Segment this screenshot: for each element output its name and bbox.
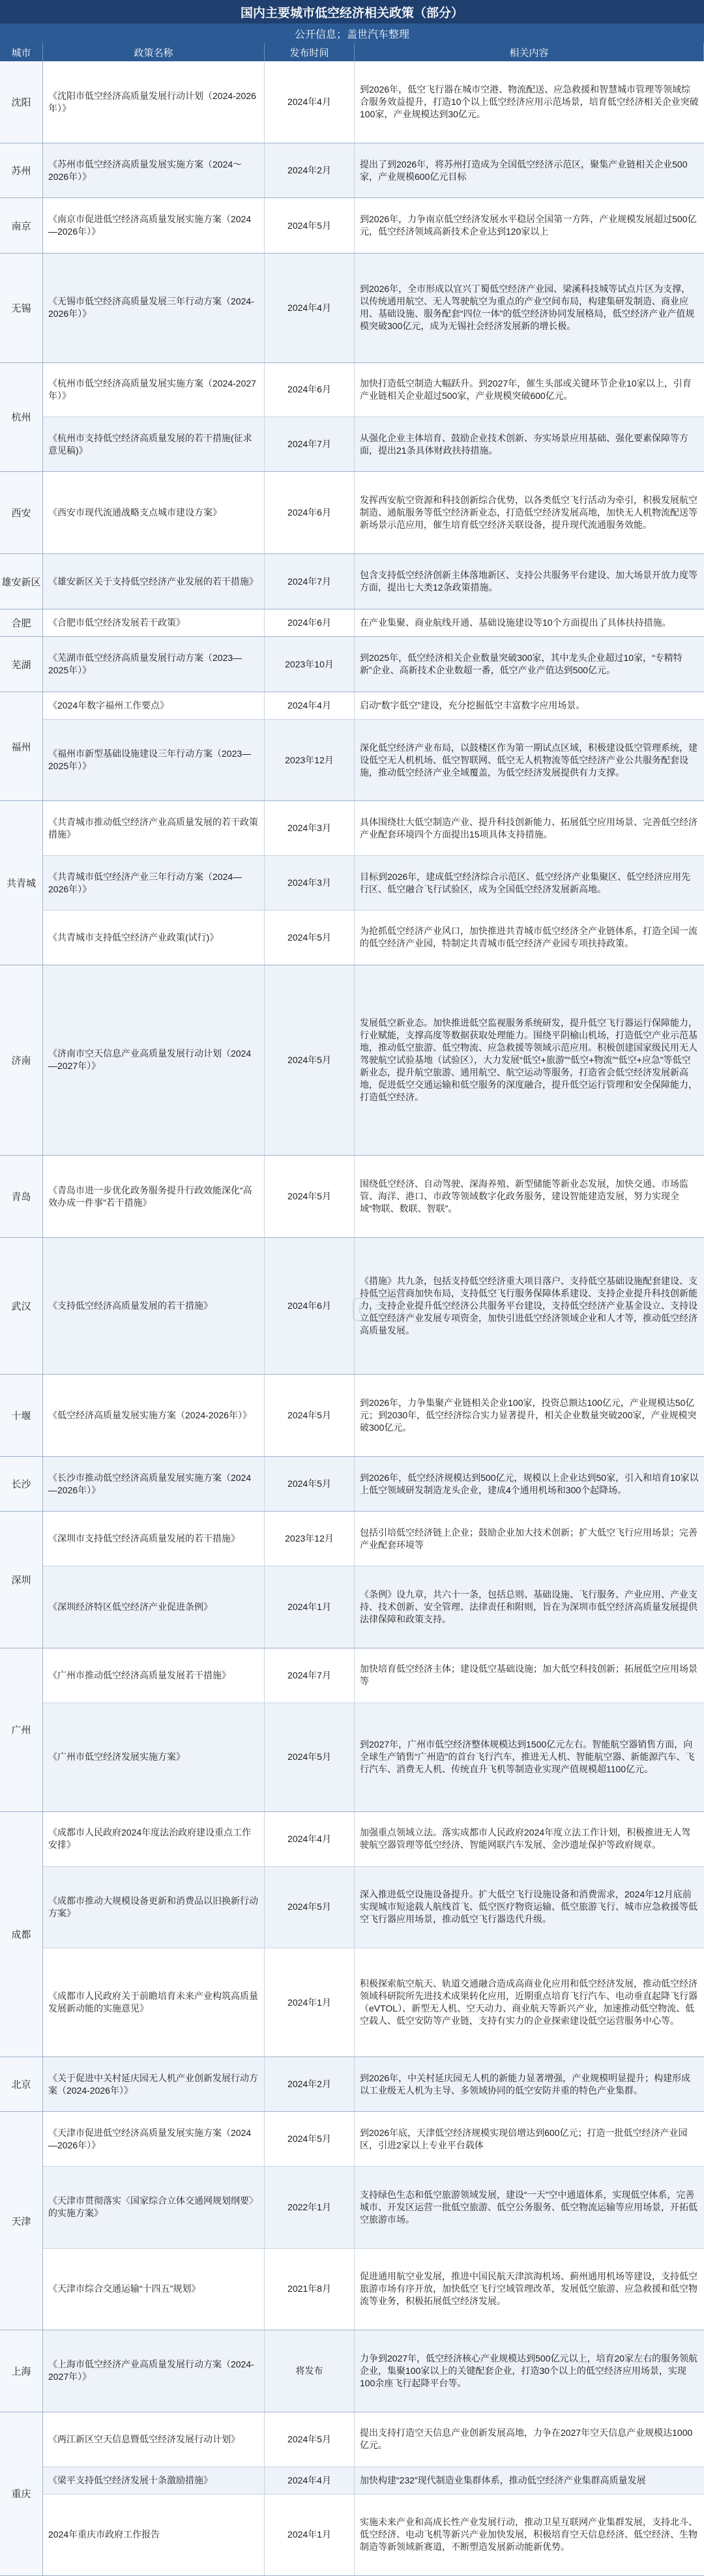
content-cell: 目标到2026年，建成低空经济综合示范区、低空经济产业集聚区、低空经济应用先行区、低空融合飞行试验区，成为全国低空经济发展新高地。 xyxy=(360,871,691,894)
table-row xyxy=(43,2112,704,2167)
city-group xyxy=(0,1238,704,1374)
city-group xyxy=(0,1812,704,2057)
date-cell: 2024年5月 xyxy=(265,965,355,1156)
table-row xyxy=(43,254,704,362)
table-row xyxy=(43,472,704,553)
city-name: 西安 xyxy=(0,472,43,553)
content-cell: 提出支持打造空天信息产业创新发展高地，力争在2027年空天信息产业规模达1000亿元。 xyxy=(360,2427,693,2451)
table-row xyxy=(43,2330,704,2412)
city-group xyxy=(0,801,704,965)
city-name: 长沙 xyxy=(0,1457,43,1511)
policy-name-cell: 《深圳市支持低空经济高质量发展的若干措施》 xyxy=(43,1512,265,1566)
city-rows xyxy=(43,143,704,198)
city-name: 重庆 xyxy=(0,2412,43,2575)
date-cell: 2024年3月 xyxy=(265,856,355,910)
date-cell: 2024年5月 xyxy=(265,2112,355,2166)
table-row xyxy=(43,1375,704,1456)
policy-name-cell: 《无锡市低空经济高质量发展三年行动方案（2024-2026年）》 xyxy=(43,254,265,362)
city-group xyxy=(0,143,704,198)
city-rows xyxy=(43,1457,704,1511)
city-rows xyxy=(43,965,704,1156)
policy-name-cell: 《2024年数字福州工作要点》 xyxy=(43,692,265,719)
date-cell: 2024年4月 xyxy=(265,254,355,362)
date-cell: 2024年6月 xyxy=(265,363,355,417)
table-row xyxy=(43,2167,704,2248)
city-rows xyxy=(43,1648,704,1811)
policy-name-cell: 《两江新区空天信息暨低空经济发展行动计划》 xyxy=(43,2412,265,2466)
date-cell: 将发布 xyxy=(265,2330,355,2412)
date-cell: 2024年5月 xyxy=(265,1457,355,1511)
city-group xyxy=(0,2057,704,2112)
city-group xyxy=(0,472,704,554)
policy-name-cell: 《共青城市低空经济产业三年行动方案（2024—2026年）》 xyxy=(43,856,265,910)
content-cell: 包括引培低空经济链上企业；鼓励企业加大技术创新；扩大低空飞行应用场景；完善产业配套环境等 xyxy=(360,1527,697,1550)
date-cell: 2024年5月 xyxy=(265,2412,355,2466)
city-rows xyxy=(43,363,704,472)
table-body xyxy=(0,61,704,2576)
table-row xyxy=(43,1703,704,1811)
city-group xyxy=(0,2412,704,2576)
city-rows xyxy=(43,801,704,964)
content-cell: 为抢抓低空经济产业风口，加快推进共青城市低空经济全产业链体系，打造全国一流的低空经济产业园，特制定共青城市低空经济产业园专项扶持政策。 xyxy=(360,926,697,949)
content-cell: 到2026年，全市形成以宜兴丁蜀低空经济产业园、梁溪科技城等试点片区为支撑，以传统通用航空、无人驾驶航空为重点的产业空间布局，构建集研发制造、商业应用、基础设施、服务配套“四位一体”的低空经济协同发展格局，低空经济产业产值规模突破300亿元，成为无锡社会经济发展新的增长极。 xyxy=(360,284,695,332)
content-cell: 到2026年，力争南京低空经济发展水平稳居全国第一方阵，产业规模发展超过500亿元，低空经济领域高新技术企业达到120家以上 xyxy=(360,214,697,237)
date-cell: 2024年5月 xyxy=(265,1703,355,1811)
content-cell: 深入推进低空设施设备提升。扩大低空飞行设施设备和消费需求，2024年12月底前实现城市短途载人航线首飞、低空医疗物资运输、低空旅游飞行、城市应急救援等低空飞行器应用场景，推动低空飞行器迭代升级。 xyxy=(360,1889,697,1925)
city-group xyxy=(0,61,704,143)
policy-name-cell: 《西安市现代流通战略支点城市建设方案》 xyxy=(43,472,265,553)
city-name: 杭州 xyxy=(0,363,43,472)
date-cell: 2024年4月 xyxy=(265,692,355,719)
city-rows xyxy=(43,1812,704,2056)
policy-name-cell: 《支持低空经济高质量发展的若干措施》 xyxy=(43,1238,265,1373)
table-row xyxy=(43,2249,704,2330)
city-name: 无锡 xyxy=(0,254,43,362)
date-cell: 2024年1月 xyxy=(265,2495,355,2575)
table-row xyxy=(43,2495,704,2575)
city-name: 共青城 xyxy=(0,801,43,964)
city-rows xyxy=(43,2412,704,2575)
content-cell: 到2027年，广州市低空经济整体规模达到1500亿元左右。智能航空器销售方面，向全球生产销售“广州造”的首台飞行汽车，推进无人机、智能航空器、新能源汽车、飞行汽车、消费无人机、传统直升飞机等制造业实现产值规模超1100亿元。 xyxy=(360,1739,695,1775)
table-row xyxy=(43,801,704,856)
date-cell: 2024年6月 xyxy=(265,472,355,553)
city-group xyxy=(0,637,704,692)
column-header-policy: 政策名称 xyxy=(43,43,265,61)
city-name: 天津 xyxy=(0,2112,43,2329)
city-group xyxy=(0,254,704,363)
city-rows xyxy=(43,198,704,252)
table-row xyxy=(43,856,704,911)
policy-name-cell: 《杭州市低空经济高质量发展实施方案（2024-2027年）》 xyxy=(43,363,265,417)
date-cell: 2024年1月 xyxy=(265,1948,355,2056)
table-row xyxy=(43,692,704,720)
city-rows xyxy=(43,2057,704,2111)
date-cell: 2024年7月 xyxy=(265,417,355,471)
date-cell: 2023年12月 xyxy=(265,720,355,800)
policy-name-cell: 2024年重庆市政府工作报告 xyxy=(43,2495,265,2575)
table-row xyxy=(43,965,704,1156)
policy-name-cell: 《共青城市推动低空经济产业高质量发展的若干政策措施》 xyxy=(43,801,265,855)
table-row xyxy=(43,1648,704,1703)
city-rows xyxy=(43,1512,704,1647)
date-cell: 2024年7月 xyxy=(265,1648,355,1703)
date-cell: 2024年4月 xyxy=(265,61,355,143)
city-group xyxy=(0,2112,704,2330)
date-cell: 2024年5月 xyxy=(265,1156,355,1237)
city-group xyxy=(0,554,704,609)
content-cell: 启动“数字低空”建设，充分挖掘低空丰富数字应用场景。 xyxy=(360,699,585,710)
table-row xyxy=(43,198,704,252)
city-rows xyxy=(43,2330,704,2412)
table-header xyxy=(0,43,704,61)
city-name: 十堰 xyxy=(0,1375,43,1456)
city-group xyxy=(0,1375,704,1457)
city-rows xyxy=(43,2112,704,2329)
content-cell: 具体围绕壮大低空制造产业、提升科技创新能力、拓展低空应用场景、完善低空经济产业配套环境四个方面提出15项具体支持措施。 xyxy=(360,816,697,840)
city-rows xyxy=(43,609,704,637)
table-row xyxy=(43,2057,704,2111)
policy-name-cell: 《天津市综合交通运输“十四五”规划》 xyxy=(43,2249,265,2330)
content-cell: 到2026年，力争集聚产业链相关企业100家，投资总额达100亿元，产业规模达50亿元；到2030年，低空经济综合实力显著提升，相关企业数量突破200家，产业规模突破300亿元。 xyxy=(360,1397,697,1433)
column-header-content: 相关内容 xyxy=(355,43,704,61)
city-group xyxy=(0,363,704,473)
city-rows xyxy=(43,692,704,801)
policy-name-cell: 《广州市推动低空经济高质量发展若干措施》 xyxy=(43,1648,265,1703)
city-name: 北京 xyxy=(0,2057,43,2111)
policy-table xyxy=(0,43,704,2576)
date-cell: 2024年2月 xyxy=(265,143,355,198)
page-subtitle: 公开信息；盖世汽车整理 xyxy=(0,23,704,43)
city-rows xyxy=(43,61,704,143)
date-cell: 2024年2月 xyxy=(265,2057,355,2111)
city-name: 苏州 xyxy=(0,143,43,198)
city-name: 武汉 xyxy=(0,1238,43,1373)
content-cell: 加快构建“232”现代制造业集群体系，推动低空经济产业集群高质量发展 xyxy=(360,2474,646,2485)
table-row xyxy=(43,1566,704,1647)
city-rows xyxy=(43,1238,704,1373)
policy-name-cell: 《梁平支持低空经济发展十条激励措施》 xyxy=(43,2467,265,2494)
policy-name-cell: 《合肥市低空经济发展若干政策》 xyxy=(43,609,265,637)
date-cell: 2024年4月 xyxy=(265,1812,355,1866)
content-cell: 到2026年，低空飞行器在城市空港、物流配送、应急救援和智慧城市管理等领域综合服务效益提升，打造10个以上低空经济应用示范场景，培育低空经济相关企业突破100家，产业规模达到30亿元。 xyxy=(360,84,699,120)
table-row xyxy=(43,1156,704,1237)
table-row xyxy=(43,637,704,691)
city-rows xyxy=(43,1156,704,1237)
policy-name-cell: 《苏州市低空经济高质量发展实施方案（2024～2026年）》 xyxy=(43,143,265,198)
city-group xyxy=(0,1457,704,1512)
city-group xyxy=(0,1156,704,1238)
city-name: 雄安新区 xyxy=(0,554,43,608)
policy-name-cell: 《共青城市支持低空经济产业政策(试行)》 xyxy=(43,911,265,965)
policy-name-cell: 《天津市贯彻落实〈国家综合立体交通网规划纲要〉的实施方案》 xyxy=(43,2167,265,2247)
table-row xyxy=(43,2412,704,2467)
city-rows xyxy=(43,254,704,362)
date-cell: 2024年1月 xyxy=(265,1566,355,1647)
city-rows xyxy=(43,637,704,691)
city-rows xyxy=(43,554,704,608)
content-cell: 围绕低空经济、自动驾驶、深海养殖、新型储能等新业态发展，加快交通、市场监管、海洋、港口、市政等领域数字化政务服务，建设智能建造发展，努力实现全域“物联、数联、智联”。 xyxy=(360,1178,688,1214)
date-cell: 2024年4月 xyxy=(265,2467,355,2494)
table-row xyxy=(43,363,704,418)
policy-name-cell: 《杭州市支持低空经济高质量发展的若干措施(征求意见稿)》 xyxy=(43,417,265,471)
policy-name-cell: 《芜湖市低空经济高质量发展行动方案（2023—2025年）》 xyxy=(43,637,265,691)
policy-name-cell: 《福州市新型基础设施建设三年行动方案（2023—2025年）》 xyxy=(43,720,265,800)
table-row xyxy=(43,720,704,800)
table-row xyxy=(43,61,704,143)
date-cell: 2024年5月 xyxy=(265,1867,355,1948)
date-cell: 2022年1月 xyxy=(265,2167,355,2247)
content-cell: 加快培育低空经济主体；建设低空基础设施；加大低空科技创新；拓展低空应用场景等 xyxy=(360,1663,697,1687)
content-cell: 发展低空新业态。加快推进低空监视服务系统研发，提升低空飞行器运行保障能力，行业赋能，支撑高度等数据获取处理能力。围绕平阴榆山机场，打造低空产业示范基地，推动低空旅游、低空物流、应急救援等领域示范应用。积极创建国家级民用无人驾驶航空试验基地（试验区），大力发展“低空+旅游”“低空+物流”“低空+应急”等低空新业态，提升航空旅游、通用航空、航空运动等服务，打造省会低空经济发展新高地，促进低空交通运输和低空服务的深度融合，提升低空运行管理和安全保障能力，打造低空经济。 xyxy=(360,1017,697,1102)
date-cell: 2024年6月 xyxy=(265,609,355,637)
policy-name-cell: 《上海市低空经济产业高质量发展行动方案（2024-2027年）》 xyxy=(43,2330,265,2412)
date-cell: 2023年10月 xyxy=(265,637,355,691)
policy-name-cell: 《南京市促进低空经济高质量发展实施方案（2024—2026年）》 xyxy=(43,198,265,252)
content-cell: 加快打造低空制造大幅跃升。到2027年，催生头部或关键环节企业10家以上，引育产业链相关企业超过500家，产业规模突破600亿元。 xyxy=(360,377,692,401)
content-cell: 《措施》共九条，包括支持低空经济重大项目落户、支持低空基础设施配套建设、支持低空运营商加快布局，支持低空飞行服务保障体系建设、支持企业提升科技创新能力，支持企业提升低空经济公共服务平台建设，支持低空经济产业基金设立、支持设立低空经济产业发展专项资金，加快引进低空经济领域企业和人才等，推动低空经济高质量发展。 xyxy=(360,1276,697,1336)
city-name: 成都 xyxy=(0,1812,43,2056)
policy-name-cell: 《低空经济高质量发展实施方案（2024-2026年）》 xyxy=(43,1375,265,1456)
content-cell: 包含支持低空经济创新主体落地新区、支持公共服务平台建设、加大场景开放力度等方面，提出七大类12条政策措施。 xyxy=(360,570,697,593)
policy-name-cell: 《成都市推动大规模设备更新和消费品以旧换新行动方案》 xyxy=(43,1867,265,1948)
city-group xyxy=(0,692,704,802)
policy-name-cell: 《青岛市进一步优化政务服务提升行政效能深化“高效办成一件事”若干措施》 xyxy=(43,1156,265,1237)
city-rows xyxy=(43,1375,704,1456)
city-name: 广州 xyxy=(0,1648,43,1811)
policy-name-cell: 《深圳经济特区低空经济产业促进条例》 xyxy=(43,1566,265,1647)
table-row xyxy=(43,1238,704,1373)
policy-name-cell: 《雄安新区关于支持低空经济产业发展的若干措施》 xyxy=(43,554,265,608)
policy-name-cell: 《济南市空天信息产业高质量发展行动计划（2024—2027年）》 xyxy=(43,965,265,1156)
date-cell: 2024年5月 xyxy=(265,911,355,965)
city-group xyxy=(0,1648,704,1812)
policy-name-cell: 《成都市人民政府关于前瞻培育未来产业构筑高质量发展新动能的实施意见》 xyxy=(43,1948,265,2056)
content-cell: 力争到2027年，低空经济核心产业规模达到500亿元以上，培育20家左右的服务领航企业，集聚100家以上的关键配套企业，打造30个以上的低空经济应用场景，实现100余座飞行起降平台等。 xyxy=(360,2352,698,2388)
content-cell: 在产业集聚、商业航线开通、基础设施建设等10个方面提出了具体扶持措施。 xyxy=(360,617,671,628)
table-row xyxy=(43,1457,704,1511)
policy-name-cell: 《长沙市推动低空经济高质量发展实施方案（2024—2026年）》 xyxy=(43,1457,265,1511)
city-name: 南京 xyxy=(0,198,43,252)
content-cell: 支持绿色生态和低空旅游领域发展，建设“一天”空中通道体系，实现低空体系，完善城市、开发区运营一批低空旅游、低空公务服务、低空物流运输等应用场景，开拓低空旅游市场。 xyxy=(360,2189,697,2225)
table-row xyxy=(43,1512,704,1566)
content-cell: 加强重点领域立法。落实成都市人民政府2024年度立法工作计划，积极推进无人驾驶航空器管理等低空经济、智能网联汽车发展、金沙遗址保护等政府规章。 xyxy=(360,1827,691,1851)
table-row xyxy=(43,143,704,198)
city-name: 上海 xyxy=(0,2330,43,2412)
city-name: 沈阳 xyxy=(0,61,43,143)
content-cell: 提出了到2026年，将苏州打造成为全国低空经济示范区，聚集产业链相关企业500家，产业规模600亿元目标 xyxy=(360,158,688,182)
table-row xyxy=(43,2467,704,2495)
date-cell: 2024年5月 xyxy=(265,1375,355,1456)
date-cell: 2024年7月 xyxy=(265,554,355,608)
content-cell: 《条例》设九章，共六十一条，包括总则、基础设施、飞行服务、产业应用、产业支持、技术创新、安全管理、法律责任和附则，旨在为深圳市低空经济高质量发展提供法律保障和政策支持。 xyxy=(360,1588,697,1624)
table-row xyxy=(43,554,704,608)
column-header-date: 发布时间 xyxy=(265,43,355,61)
content-cell: 积极探索航空航天、轨道交通融合造成高商业化应用和低空经济发展，推动低空经济领域科研院所先进技术成果转化应用，近期重点培育飞行汽车、电动垂直起降飞行器（eVTOL）、新型无人机、空天动力、商业航天等新兴产业，加速推动低空物流、低空载人、低空安防等产业链，支持有实力的企业探索建设低空运营服务中心等。 xyxy=(360,1978,697,2027)
city-name: 济南 xyxy=(0,965,43,1156)
policy-name-cell: 《沈阳市低空经济高质量发展行动计划（2024-2026年）》 xyxy=(43,61,265,143)
policy-name-cell: 《成都市人民政府2024年度法治政府建设重点工作安排》 xyxy=(43,1812,265,1866)
table-row xyxy=(43,609,704,637)
content-cell: 到2025年，低空经济相关企业数量突破300家，其中龙头企业超过10家，“专精特新”企业、高新技术企业数超一番，低空产业产值达到500亿元。 xyxy=(360,652,682,676)
city-group xyxy=(0,1512,704,1648)
policy-name-cell: 《广州市低空经济发展实施方案》 xyxy=(43,1703,265,1811)
table-row xyxy=(43,911,704,965)
content-cell: 深化低空经济产业布局，以鼓楼区作为第一期试点区域，积极建设低空管理系统，建设低空无人机机场、低空智联网、低空无人机物流等低空经济产业公共服务配套设施，推动低空经济产业全域覆盖，为低空经济发展提供有力支撑。 xyxy=(360,742,697,778)
city-name: 合肥 xyxy=(0,609,43,637)
city-group xyxy=(0,198,704,253)
date-cell: 2024年3月 xyxy=(265,801,355,855)
table-row xyxy=(43,1948,704,2056)
table-row xyxy=(43,417,704,471)
content-cell: 发挥西安航空资源和科技创新综合优势，以各类低空飞行活动为牵引，积极发展航空制造、通航服务等低空经济新业态，打造低空经济发展高地，加快无人机物流配送等新场景示范应用，催生培育低空经济关联设备，提升现代流通服务效能。 xyxy=(360,495,697,531)
content-cell: 到2026年，中关村延庆园无人机的新能力显著增强，产业规模明显提升；构建形成以工业级无人机为主导、多领域协同的低空安防并重的特色产业集群。 xyxy=(360,2072,691,2096)
policy-name-cell: 《关于促进中关村延庆园无人机产业创新发展行动方案（2024-2026年）》 xyxy=(43,2057,265,2111)
column-header-city: 城市 xyxy=(0,43,43,61)
content-cell: 促进通用航空业发展，推进中国民航天津滨海机场、蓟州通用机场等建设，支持低空旅游市场有序开放，加快低空飞行空域管理改革，发展低空旅游、应急救援和低空物流等业务，积极拓展低空经济发展。 xyxy=(360,2271,697,2307)
date-cell: 2024年5月 xyxy=(265,198,355,252)
city-name: 青岛 xyxy=(0,1156,43,1237)
table-row xyxy=(43,1812,704,1867)
policy-name-cell: 《天津市促进低空经济高质量发展实施方案（2024—2026年）》 xyxy=(43,2112,265,2166)
city-name: 福州 xyxy=(0,692,43,801)
table-row xyxy=(43,1867,704,1948)
content-cell: 到2026年底，天津低空经济规模实现倍增达到600亿元；打造一批低空经济产业园区，引进2家以上专业平台载体 xyxy=(360,2127,688,2150)
date-cell: 2023年12月 xyxy=(265,1512,355,1566)
city-rows xyxy=(43,472,704,553)
city-name: 深圳 xyxy=(0,1512,43,1647)
page-title: 国内主要城市低空经济相关政策（部分） xyxy=(0,0,704,23)
city-group xyxy=(0,965,704,1156)
city-group xyxy=(0,609,704,637)
content-cell: 到2026年，低空经济规模达到500亿元，规模以上企业达到50家，引入和培育10家以上低空领域研发制造龙头企业，建成4个通用机场和300个起降场。 xyxy=(360,1472,699,1495)
content-cell: 实施未来产业和高成长性产业发展行动，推动卫星互联网产业集群发展，支持北斗、低空经济、电动飞机等新兴产业加快发展，积极培育空天信息经济、低空经济、生物制造等新领域新赛道，不断塑造发展新动能新优势。 xyxy=(360,2517,697,2553)
city-name: 芜湖 xyxy=(0,637,43,691)
content-cell: 从强化企业主体培育、鼓励企业技术创新、夯实场景应用基础、强化要素保障等方面，提出21条具体财政扶持措施。 xyxy=(360,432,688,456)
date-cell: 2021年8月 xyxy=(265,2249,355,2330)
city-group xyxy=(0,2330,704,2412)
date-cell: 2024年6月 xyxy=(265,1238,355,1373)
